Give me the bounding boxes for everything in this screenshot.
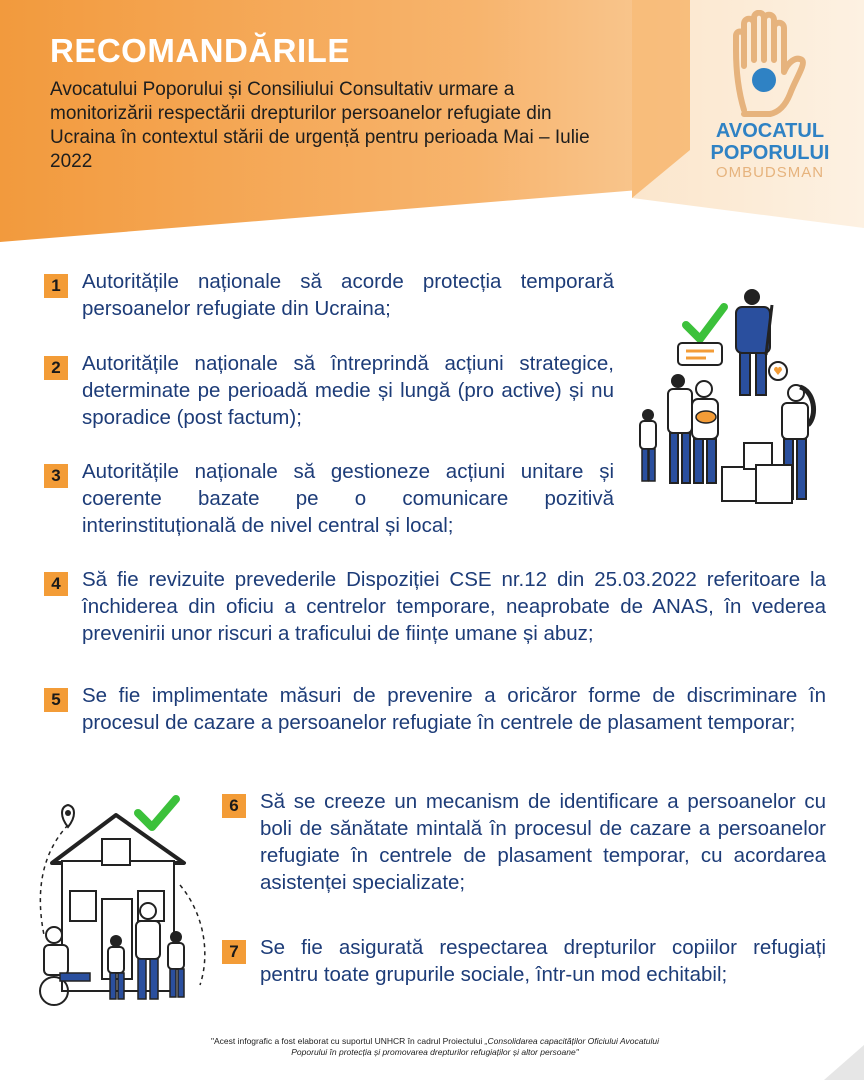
page-subtitle: Avocatului Poporului și Consiliului Consultativ urmare a monitorizării respectării drepturilor persoanelor refugiate din Ucraina în contextul stării de urgență pentru perioada Mai – Iulie 2022 <box>50 79 590 172</box>
recommendation-6 <box>222 788 826 896</box>
recommendation-7 <box>222 934 826 988</box>
recommendation-text: Se fie asigurată respectarea drepturilor copiilor refugiați pentru toate grupurile sociale, într-un mod echitabil; <box>260 936 826 986</box>
recommendation-number: 6 <box>222 794 246 818</box>
check-icon <box>138 799 176 827</box>
hand-logo-icon <box>730 10 810 120</box>
recommendation-number: 1 <box>44 274 68 298</box>
check-icon <box>686 307 724 339</box>
recommendation-2 <box>44 350 614 431</box>
recommendation-number: 2 <box>44 356 68 380</box>
recommendation-4 <box>44 566 826 647</box>
recommendation-number: 4 <box>44 572 68 596</box>
recommendation-number: 7 <box>222 940 246 964</box>
corner-decoration <box>824 1045 864 1085</box>
footer-note <box>150 1036 720 1058</box>
logo-text-line3: OMBUDSMAN <box>715 164 825 181</box>
recommendation-1 <box>44 268 614 322</box>
logo-text-line2: POPORULUI <box>710 142 830 164</box>
recommendation-number: 5 <box>44 688 68 712</box>
recommendation-text: Autoritățile naționale să gestioneze acțiuni unitare și coerente bazate pe o comunicare pozitivă interinstituțională de nivel central și local; <box>82 460 614 537</box>
footer-project-line2: Poporului în protecția și promovarea drepturilor refugiaților și altor persoane" <box>291 1047 579 1057</box>
recommendation-5 <box>44 682 826 736</box>
ombudsman-logo <box>700 10 840 190</box>
recommendation-text: Autoritățile naționale să acorde protecția temporară persoanelor refugiate din Ucraina; <box>82 270 614 320</box>
recommendation-text: Să fie revizuite prevederile Dispoziției CSE nr.12 din 25.03.2022 referitoare la închiderea din oficiu a centrelor temporare, neaprobate de ANAS, în vederea prevenirii unor riscuri a traficului de ființe umane și abuz; <box>82 568 826 645</box>
recommendation-text: Autoritățile naționale să întreprindă acțiuni strategice, determinate pe perioadă medie și lungă (pro active) și nu sporadice (post factum); <box>82 352 614 429</box>
footer-prefix: "Acest infografic a fost elaborat cu suportul UNHCR în cadrul Proiectului <box>210 1036 485 1046</box>
page-title: RECOMANDĂRILE <box>50 32 350 69</box>
recommendation-text: Să se creeze un mecanism de identificare a persoanelor cu boli de sănătate mintală în procesul de cazare a persoanelor refugiate în centrele de plasament temporar, cu acordarea asistenței specializate; <box>260 790 826 894</box>
logo-text-line1: AVOCATUL <box>715 120 825 142</box>
recommendation-3 <box>44 458 614 539</box>
recommendation-number: 3 <box>44 464 68 488</box>
refugees-illustration <box>632 285 832 515</box>
recommendation-text: Se fie implimentate măsuri de prevenire a oricăror forme de discriminare în procesul de cazare a persoanelor refugiate în centrele de plasament temporar; <box>82 684 826 734</box>
house-illustration <box>30 795 220 1015</box>
footer-project-line1: „Consolidarea capacităților Oficiului Avocatului <box>484 1036 660 1046</box>
